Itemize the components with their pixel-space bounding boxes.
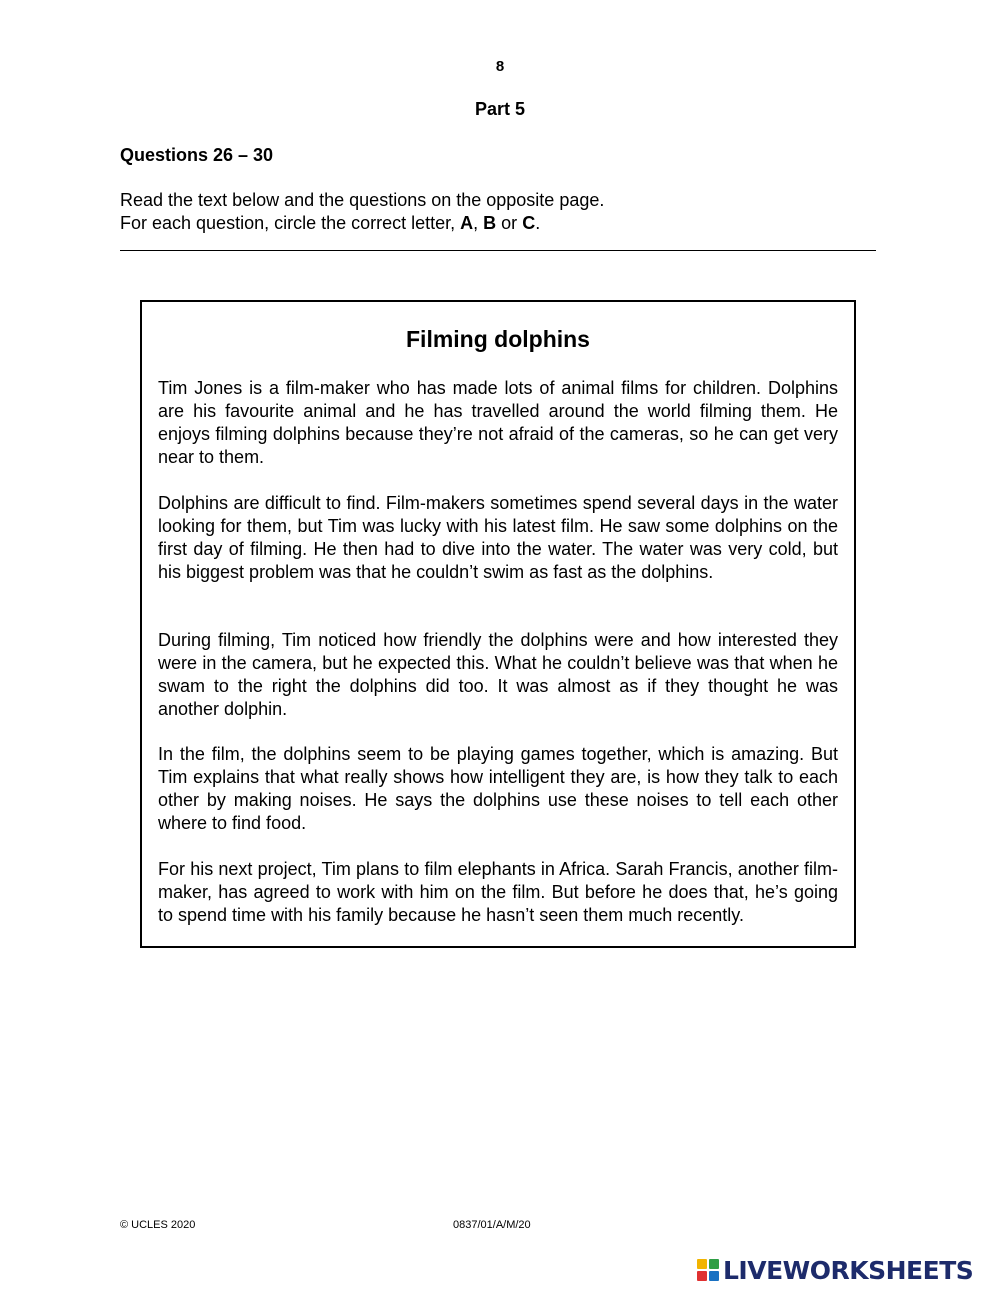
paper-code: 0837/01/A/M/20	[453, 1219, 531, 1231]
instructions-line-2-prefix: For each question, circle the correct letter,	[120, 213, 461, 233]
instructions	[120, 189, 604, 235]
article-title: Filming dolphins	[406, 326, 590, 352]
horizontal-rule	[120, 250, 876, 251]
liveworksheets-logo	[697, 1255, 973, 1285]
option-c-letter: C	[522, 213, 536, 233]
option-b-letter: B	[483, 213, 497, 233]
logo-block-4	[709, 1271, 719, 1281]
instructions-line-1: Read the text below and the questions on the opposite page.	[120, 190, 605, 210]
logo-block-3	[697, 1271, 707, 1281]
separator-1: ,	[473, 213, 484, 233]
article-paragraph-1: Tim Jones is a film-maker who has made lots of animal films for children. Dolphins are his favourite animal and he has travelled around the world filming them. He enjoys filming dolphins because they’re not afraid of the cameras, so he can get very near to them.	[158, 378, 838, 467]
instructions-end: .	[535, 213, 541, 233]
option-a-letter: A	[460, 213, 474, 233]
page-number: 8	[495, 58, 505, 75]
article-paragraph-2: Dolphins are difficult to find. Film-makers sometimes spend several days in the water looking for them, but Tim was lucky with his latest film. He saw some dolphins on the first day of filming. He then had to dive into the water. The water was very cold, but his biggest problem was that he couldn’t swim as fast as the dolphins.	[158, 493, 838, 582]
logo-block-2	[709, 1259, 719, 1269]
copyright-notice: © UCLES 2020	[120, 1219, 196, 1231]
article-box	[140, 300, 856, 948]
questions-heading: Questions 26 – 30	[120, 145, 274, 165]
article-paragraph-5: For his next project, Tim plans to film elephants in Africa. Sarah Francis, another film-maker, has agreed to work with him on the film. But before he does that, he’s going to spend time with his family because he hasn’t seen them much recently.	[158, 859, 838, 925]
instructions-line-2	[120, 212, 604, 235]
article-paragraph-3: During filming, Tim noticed how friendly the dolphins were and how interested they were in the camera, but he expected this. What he couldn’t believe was that when he swam to the right the dolphins did too. It was almost as if they thought he was another dolphin.	[158, 630, 838, 719]
part-title: Part 5	[474, 99, 526, 119]
logo-text: LIVEWORKSHEETS	[723, 1255, 974, 1285]
logo-blocks-icon	[697, 1259, 719, 1281]
article-paragraph-4: In the film, the dolphins seem to be playing games together, which is amazing. But Tim explains that what really shows how intelligent they are, is how they talk to each other by making noises. He says the dolphins use these noises to tell each other where to find food.	[158, 744, 838, 833]
separator-2: or	[496, 213, 523, 233]
logo-block-1	[697, 1259, 707, 1269]
